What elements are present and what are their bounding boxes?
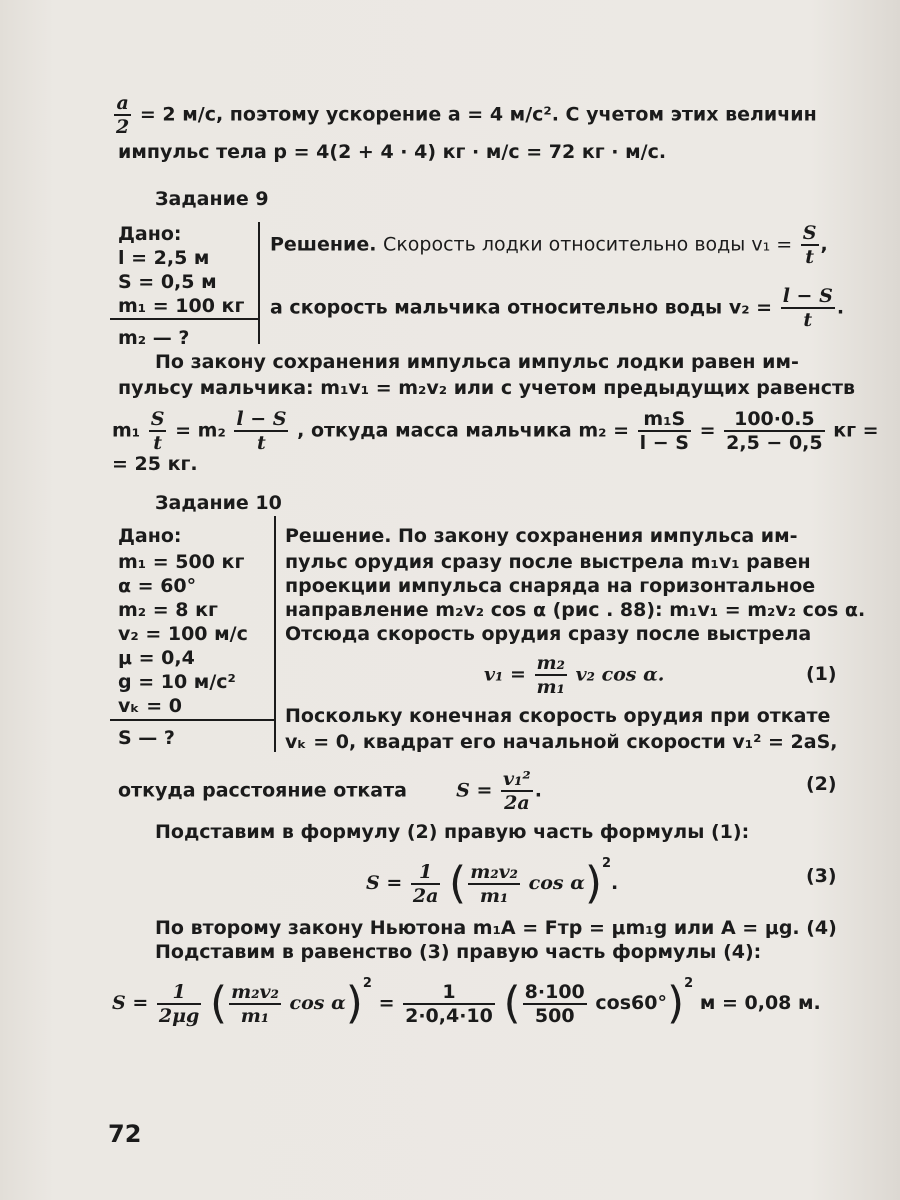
formula-2-tag: (2) [806,773,837,795]
task10-divider [274,516,276,752]
formula-1: v₁ = $\frac{\text{m₂}}{\text{m₁}}$ v₂ cos α. [484,652,665,698]
task9-divider [258,222,260,344]
task9-solution-line1: Решение. Скорость лодки относительно воды v₁ = $\frac{S}{t}$ , [270,222,828,268]
task10-given-7: vₖ = 0 [118,695,183,717]
formula-3: S = $\frac{1}{2a}$ ( $\frac{\text{m₂v₂}}{\text{m₁}}$ cos α)$^2$. [366,856,619,909]
top-line-1: $\frac{a}{2}$ = 2 м/с, поэтому ускорение a = 4 м/с². С учетом этих величин [116,92,817,138]
task9-given-separator [110,318,260,320]
top-line-2: импульс тела p = 4(2 + 4 · 4) кг · м/с = 72 кг · м/с. [118,141,667,163]
task9-heading: Задание 9 [155,188,269,210]
task10-given-6: g = 10 м/с² [118,671,236,693]
task9-paragraph-1: По закону сохранения импульса импульс лодки равен им- [155,351,799,373]
formula-1-tag: (1) [806,663,837,685]
task10-given-3: m₂ = 8 кг [118,599,218,621]
task10-after-1: Поскольку конечная скорость орудия при откате [285,705,831,727]
task10-solution-5: Отсюда скорость орудия сразу после выстрела [285,623,812,645]
task9-given-3: m₁ = 100 кг [118,295,245,317]
task10-given-title: Дано: [118,525,182,547]
task9-equation: m₁ $\frac{S}{t}$ = m₂ $\frac{l - S}{t}$ , откуда масса мальчика m₂ = $\frac{\text{m₁S}}{l - S}$ = $\frac{100\cdot 0.5}{2,5 - 0,5}$ кг = [112,408,879,454]
task10-find: S — ? [118,727,175,749]
task10-given-4: v₂ = 100 м/с [118,623,248,645]
task10-given-2: α = 60° [118,575,197,597]
formula-2-line: откуда расстояние отката S = $\frac{\text{v₁²}}{2a}$ . [118,768,542,814]
task9-result: = 25 кг. [112,453,198,475]
task9-given-title: Дано: [118,223,182,245]
task10-solution-3: проекции импульса снаряда на горизонтальное [285,575,816,597]
task10-solution-2: пульс орудия сразу после выстрела m₁v₁ равен [285,551,811,573]
newton-paragraph: По второму закону Ньютона m₁A = Fтр = μm₁g или A = μg. (4) [155,917,837,939]
task10-after-2: vₖ = 0, квадрат его начальной скорости v₁² = 2aS, [285,731,838,753]
task10-given-separator [110,719,276,721]
task10-heading: Задание 10 [155,492,282,514]
task9-find: m₂ — ? [118,327,190,349]
task9-given-1: l = 2,5 м [118,247,210,269]
task10-solution-1: Решение. По закону сохранения импульса им- [285,525,798,547]
task10-given-5: μ = 0,4 [118,647,195,669]
task9-paragraph-2: пульсу мальчика: m₁v₁ = m₂v₂ или с учетом предыдущих равенств [118,377,856,399]
formula-3-tag: (3) [806,865,837,887]
substitute-paragraph-2: Подставим в равенство (3) правую часть формулы (4): [155,941,762,963]
page-number: 72 [108,1120,142,1148]
task9-solution-line2: а скорость мальчика относительно воды v₂ = $\frac{l - S}{t}$ . [270,285,845,331]
task9-given-2: S = 0,5 м [118,271,217,293]
task10-solution-4: направление m₂v₂ cos α (рис . 88): m₁v₁ = m₂v₂ cos α. [285,599,866,621]
formula-4: S = $\frac{1}{2\mu g}$ ( $\frac{\text{m₂v₂}}{\text{m₁}}$ cos α)$^2$ = $\frac{1}{2\cdot 0,4\cdot 10}$ ( $\frac{8\cdot 100}{500}$ cos60°)$^2$ м = 0,08 м. [112,976,821,1029]
task10-given-1: m₁ = 500 кг [118,551,245,573]
substitute-paragraph: Подставим в формулу (2) правую часть формулы (1): [155,821,750,843]
